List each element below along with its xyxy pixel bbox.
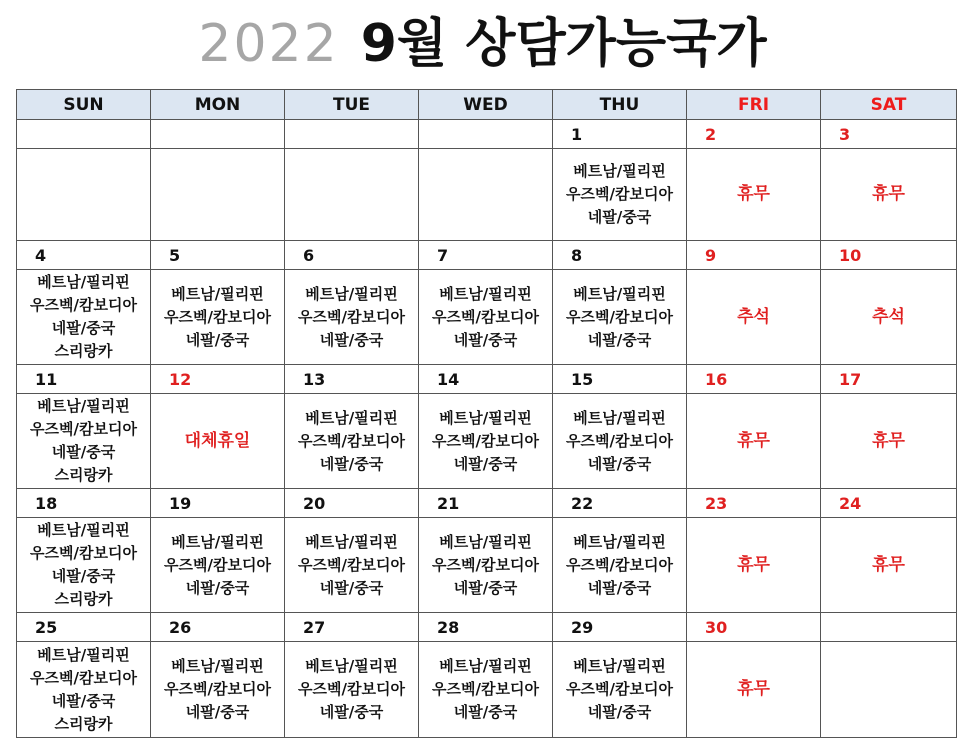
date-number: 14 [419, 365, 553, 394]
holiday-label: 휴무 [872, 184, 905, 204]
country-line: 우즈벡/캄보디아 [566, 185, 673, 203]
country-line: 네팔/중국 [51, 443, 116, 461]
holiday-label: 휴무 [872, 554, 905, 575]
day-header-mon: MON [151, 90, 285, 120]
day-header-fri: FRI [687, 90, 821, 120]
country-line: 우즈벡/캄보디아 [566, 555, 673, 574]
date-number: 10 [821, 241, 957, 270]
country-line: 베트남/필리핀 [573, 657, 666, 675]
country-line: 우즈벡/캄보디아 [164, 680, 271, 698]
date-number: 22 [553, 489, 687, 518]
country-line: 네팔/중국 [453, 454, 518, 473]
country-line: 베트남/필리핀 [439, 657, 532, 675]
country-line: 스리랑카 [54, 714, 113, 733]
country-line: 네팔/중국 [319, 703, 384, 721]
country-line: 네팔/중국 [453, 703, 518, 721]
day-cell [553, 394, 687, 489]
date-number: 26 [151, 613, 285, 642]
country-line: 네팔/중국 [587, 330, 652, 349]
date-number: 30 [687, 613, 821, 642]
country-line: 스리랑카 [54, 590, 113, 608]
date-number [419, 120, 553, 149]
date-number: 18 [17, 489, 151, 518]
day-cell [553, 270, 687, 365]
holiday-label: 휴무 [737, 554, 770, 575]
day-cell [821, 149, 957, 241]
day-cell [419, 149, 553, 241]
country-line: 베트남/필리핀 [305, 408, 398, 427]
day-cell [17, 270, 151, 365]
country-line: 우즈벡/캄보디아 [298, 431, 405, 450]
country-line: 베트남/필리핀 [573, 284, 666, 303]
day-cell [285, 270, 419, 365]
holiday-label: 휴무 [737, 430, 770, 451]
country-line: 네팔/중국 [51, 319, 116, 337]
date-number: 24 [821, 489, 957, 518]
country-line: 베트남/필리핀 [439, 284, 532, 303]
country-line: 베트남/필리핀 [305, 657, 398, 675]
date-number [151, 120, 285, 149]
day-cell [151, 642, 285, 738]
page-title [0, 8, 965, 80]
date-number: 13 [285, 365, 419, 394]
country-line: 스리랑카 [54, 342, 113, 360]
country-line: 네팔/중국 [185, 330, 250, 349]
date-number: 8 [553, 241, 687, 270]
day-header-tue: TUE [285, 90, 419, 120]
date-number: 7 [419, 241, 553, 270]
country-line: 네팔/중국 [453, 578, 518, 597]
day-cell [17, 149, 151, 241]
holiday-label: 휴무 [737, 679, 770, 699]
day-cell [687, 394, 821, 489]
country-line: 네팔/중국 [453, 330, 518, 349]
date-number: 1 [553, 120, 687, 149]
holiday-label: 휴무 [737, 184, 770, 204]
country-line: 스리랑카 [54, 466, 113, 484]
country-line: 우즈벡/캄보디아 [566, 431, 673, 450]
country-line: 우즈벡/캄보디아 [298, 555, 405, 574]
week-date-row [17, 120, 957, 149]
country-line: 네팔/중국 [319, 578, 384, 597]
country-line: 베트남/필리핀 [171, 532, 264, 551]
date-number: 21 [419, 489, 553, 518]
country-line: 베트남/필리핀 [37, 397, 130, 415]
week-date-row [17, 489, 957, 518]
country-line: 우즈벡/캄보디아 [566, 680, 673, 698]
country-line: 베트남/필리핀 [37, 521, 130, 539]
week-date-row [17, 241, 957, 270]
holiday-label: 추석 [872, 306, 905, 327]
day-cell [553, 642, 687, 738]
day-cell [285, 149, 419, 241]
title-month-label: 9월 상담가능국가 [360, 14, 767, 74]
day-header-thu: THU [553, 90, 687, 120]
day-header-sat: SAT [821, 90, 957, 120]
week-content-row [17, 270, 957, 365]
title-year: 2022 [198, 14, 339, 74]
country-line: 네팔/중국 [319, 330, 384, 349]
country-line: 우즈벡/캄보디아 [298, 307, 405, 326]
date-number: 19 [151, 489, 285, 518]
country-line: 우즈벡/캄보디아 [164, 555, 271, 574]
holiday-label: 휴무 [872, 430, 905, 451]
day-cell [821, 642, 957, 738]
country-line: 네팔/중국 [51, 567, 116, 585]
country-line: 우즈벡/캄보디아 [30, 668, 137, 687]
date-number: 23 [687, 489, 821, 518]
date-number: 3 [821, 120, 957, 149]
date-number: 6 [285, 241, 419, 270]
country-line: 네팔/중국 [587, 454, 652, 473]
date-number: 27 [285, 613, 419, 642]
day-cell [419, 394, 553, 489]
day-cell [17, 394, 151, 489]
country-line: 우즈벡/캄보디아 [30, 544, 137, 562]
date-number: 5 [151, 241, 285, 270]
country-line: 우즈벡/캄보디아 [30, 296, 137, 314]
day-cell [285, 642, 419, 738]
day-cell [285, 394, 419, 489]
day-cell [419, 518, 553, 613]
day-cell [17, 642, 151, 738]
day-cell [687, 518, 821, 613]
day-cell [553, 518, 687, 613]
country-line: 베트남/필리핀 [171, 657, 264, 675]
country-line: 베트남/필리핀 [171, 284, 264, 303]
date-number: 11 [17, 365, 151, 394]
country-line: 우즈벡/캄보디아 [164, 307, 271, 326]
country-line: 우즈벡/캄보디아 [298, 680, 405, 698]
date-number: 28 [419, 613, 553, 642]
country-line: 네팔/중국 [587, 578, 652, 597]
country-line: 베트남/필리핀 [573, 532, 666, 551]
country-line: 네팔/중국 [319, 454, 384, 473]
date-number [285, 120, 419, 149]
date-number: 29 [553, 613, 687, 642]
country-line: 우즈벡/캄보디아 [432, 680, 539, 698]
calendar-table [16, 89, 957, 738]
day-cell [687, 149, 821, 241]
country-line: 네팔/중국 [587, 703, 652, 721]
day-cell [821, 270, 957, 365]
country-line: 베트남/필리핀 [573, 408, 666, 427]
date-number: 4 [17, 241, 151, 270]
day-cell [151, 270, 285, 365]
day-cell [151, 518, 285, 613]
day-cell [151, 149, 285, 241]
date-number: 12 [151, 365, 285, 394]
week-content-row [17, 642, 957, 738]
date-number: 16 [687, 365, 821, 394]
day-header-row [17, 90, 957, 120]
date-number: 25 [17, 613, 151, 642]
country-line: 우즈벡/캄보디아 [432, 307, 539, 326]
day-cell [687, 270, 821, 365]
country-line: 네팔/중국 [185, 703, 250, 721]
day-cell [419, 642, 553, 738]
country-line: 베트남/필리핀 [305, 284, 398, 303]
day-cell [419, 270, 553, 365]
date-number: 9 [687, 241, 821, 270]
holiday-label: 추석 [737, 306, 770, 327]
country-line: 우즈벡/캄보디아 [432, 431, 539, 450]
date-number: 2 [687, 120, 821, 149]
day-cell [821, 394, 957, 489]
date-number [17, 120, 151, 149]
week-content-row [17, 518, 957, 613]
day-cell [151, 394, 285, 489]
country-line: 베트남/필리핀 [573, 162, 666, 180]
country-line: 베트남/필리핀 [37, 273, 130, 291]
country-line: 우즈벡/캄보디아 [432, 555, 539, 574]
week-content-row [17, 149, 957, 241]
day-header-sun: SUN [17, 90, 151, 120]
day-header-wed: WED [419, 90, 553, 120]
country-line: 베트남/필리핀 [305, 532, 398, 551]
country-line: 네팔/중국 [185, 578, 250, 597]
day-cell [553, 149, 687, 241]
country-line: 네팔/중국 [51, 691, 116, 710]
date-number: 15 [553, 365, 687, 394]
date-number [821, 613, 957, 642]
date-number: 20 [285, 489, 419, 518]
date-number: 17 [821, 365, 957, 394]
country-line: 우즈벡/캄보디아 [566, 307, 673, 326]
week-date-row [17, 613, 957, 642]
calendar-body [17, 120, 957, 738]
country-line: 베트남/필리핀 [439, 532, 532, 551]
country-line: 우즈벡/캄보디아 [30, 420, 137, 438]
day-cell [285, 518, 419, 613]
country-line: 베트남/필리핀 [439, 408, 532, 427]
holiday-label: 대체휴일 [184, 430, 251, 451]
week-date-row [17, 365, 957, 394]
week-content-row [17, 394, 957, 489]
day-cell [821, 518, 957, 613]
country-line: 네팔/중국 [587, 208, 652, 226]
country-line: 베트남/필리핀 [37, 645, 130, 664]
day-cell [17, 518, 151, 613]
day-cell [687, 642, 821, 738]
